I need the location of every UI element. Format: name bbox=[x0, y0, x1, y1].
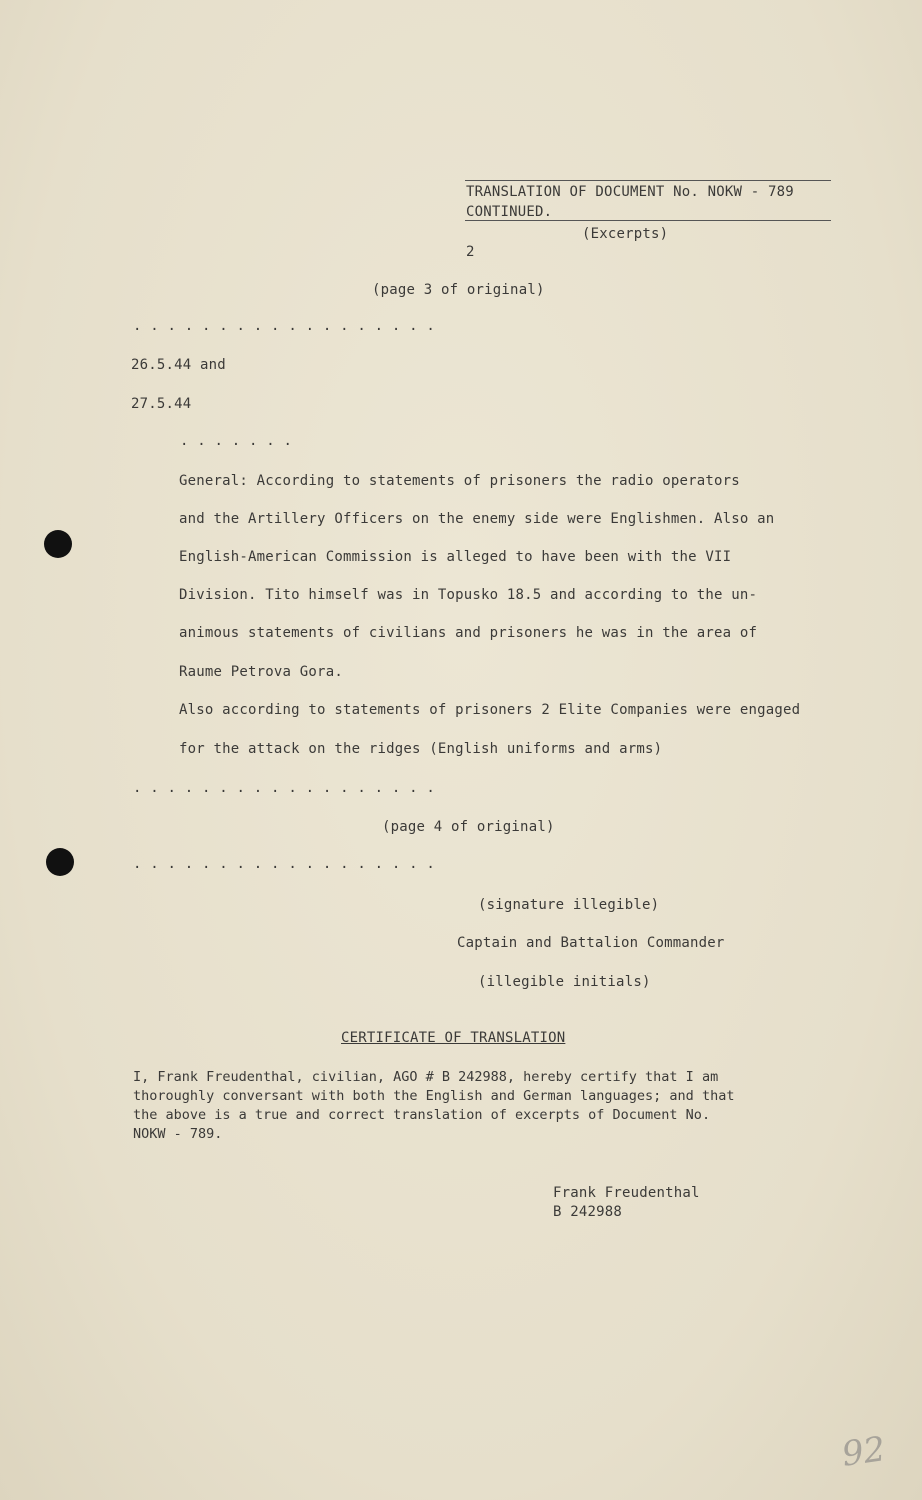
body-line: Also according to statements of prisoners 2 Elite Companies were engaged bbox=[179, 702, 801, 718]
body-line: General: According to statements of prisoners the radio operators bbox=[179, 473, 740, 489]
body-line: animous statements of civilians and prisoners he was in the area of bbox=[179, 625, 758, 641]
header-bottom-rule bbox=[465, 220, 831, 221]
page-number: 2 bbox=[466, 244, 475, 260]
body-line: for the attack on the ridges (English uniforms and arms) bbox=[179, 741, 663, 757]
page-reference-4: (page 4 of original) bbox=[382, 819, 555, 835]
body-line: Division. Tito himself was in Topusko 18.5 and according to the un- bbox=[179, 587, 758, 603]
date-line-1: 26.5.44 and bbox=[131, 357, 226, 373]
certificate-line: NOKW - 789. bbox=[133, 1126, 223, 1142]
ellipsis-row-3: . . . . . . . . . . . . . . . . . . bbox=[133, 856, 436, 872]
certificate-line: thoroughly conversant with both the English and German languages; and that bbox=[133, 1088, 735, 1104]
body-line: Raume Petrova Gora. bbox=[179, 664, 343, 680]
page-reference-3: (page 3 of original) bbox=[372, 282, 545, 298]
signature-rank: Captain and Battalion Commander bbox=[457, 935, 725, 951]
certificate-line: I, Frank Freudenthal, civilian, AGO # B 242988, hereby certify that I am bbox=[133, 1069, 719, 1085]
punch-hole-bottom bbox=[46, 848, 74, 876]
certificate-line: the above is a true and correct translation of excerpts of Document No. bbox=[133, 1107, 711, 1123]
punch-hole-top bbox=[44, 530, 72, 558]
header-top-rule bbox=[465, 180, 831, 181]
ellipsis-row-1: . . . . . . . . . . . . . . . . . . bbox=[133, 318, 436, 334]
certificate-title: CERTIFICATE OF TRANSLATION bbox=[341, 1030, 566, 1046]
signature-initials: (illegible initials) bbox=[478, 974, 651, 990]
ellipsis-row-2: . . . . . . . . . . . . . . . . . . bbox=[133, 780, 436, 796]
header-excerpts: (Excerpts) bbox=[582, 226, 669, 242]
body-line: and the Artillery Officers on the enemy side were Englishmen. Also an bbox=[179, 511, 775, 527]
header-title: TRANSLATION OF DOCUMENT No. NOKW - 789 bbox=[466, 184, 794, 200]
date-line-2: 27.5.44 bbox=[131, 396, 192, 412]
body-line: English-American Commission is alleged to have been with the VII bbox=[179, 549, 732, 565]
ellipsis-short: . . . . . . . bbox=[180, 433, 293, 449]
translator-id: B 242988 bbox=[553, 1204, 623, 1220]
translator-name: Frank Freudenthal bbox=[553, 1185, 700, 1201]
header-continued: CONTINUED. bbox=[466, 204, 553, 220]
handwritten-page-number: 92 bbox=[839, 1429, 888, 1475]
signature-line: (signature illegible) bbox=[478, 897, 660, 913]
